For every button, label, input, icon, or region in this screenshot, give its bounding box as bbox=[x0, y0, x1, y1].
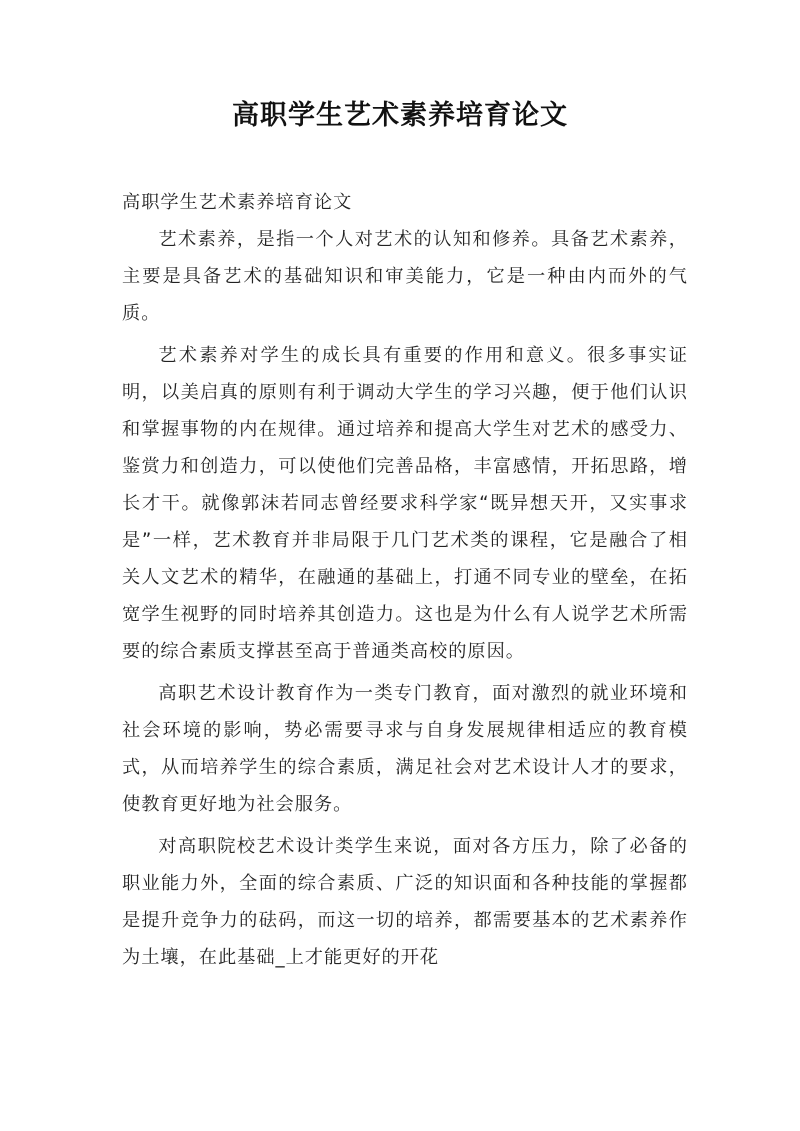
paragraph: 高职艺术设计教育作为一类专门教育，面对激烈的就业环境和社会环境的影响，势必需要寻求与自身发展规律相适应的教育模式，从而培养学生的综合素质，满足社会对艺术设计人才的要求，使教育更好地为社会服务。 bbox=[122, 683, 688, 815]
paragraph: 对高职院校艺术设计类学生来说，面对各方压力，除了必备的职业能力外，全面的综合素质、广泛的知识面和各种技能的掌握都是提升竞争力的砝码，而这一切的培养，都需要基本的艺术素养作为土壤，在此基础_上才能更好的开花 bbox=[122, 836, 688, 968]
paragraph: 艺术素养，是指一个人对艺术的认知和修养。具备艺术素养，主要是具备艺术的基础知识和审美能力，它是一种由内而外的气质。 bbox=[122, 229, 688, 324]
document-body bbox=[122, 184, 688, 981]
paragraph: 艺术素养对学生的成长具有重要的作用和意义。很多事实证明，以美启真的原则有利于调动大学生的学习兴趣，便于他们认识和掌握事物的内在规律。通过培养和提高大学生对艺术的感受力、鉴赏力和创造力，可以使他们完善品格，丰富感情，开拓思路，增长才干。就像郭沫若同志曾经要求科学家“既异想天开，又实事求是”一样，艺术教育并非局限于几门艺术类的课程，它是融合了相关人文艺术的精华，在融通的基础上，打通不同专业的壁垒，在拓宽学生视野的同时培养其创造力。这也是为什么有人说学艺术所需要的综合素质支撑甚至高于普通类高校的原因。 bbox=[122, 345, 688, 662]
document-title: 高职学生艺术素养培育论文 bbox=[232, 100, 568, 131]
document-subtitle: 高职学生艺术素养培育论文 bbox=[122, 192, 353, 213]
